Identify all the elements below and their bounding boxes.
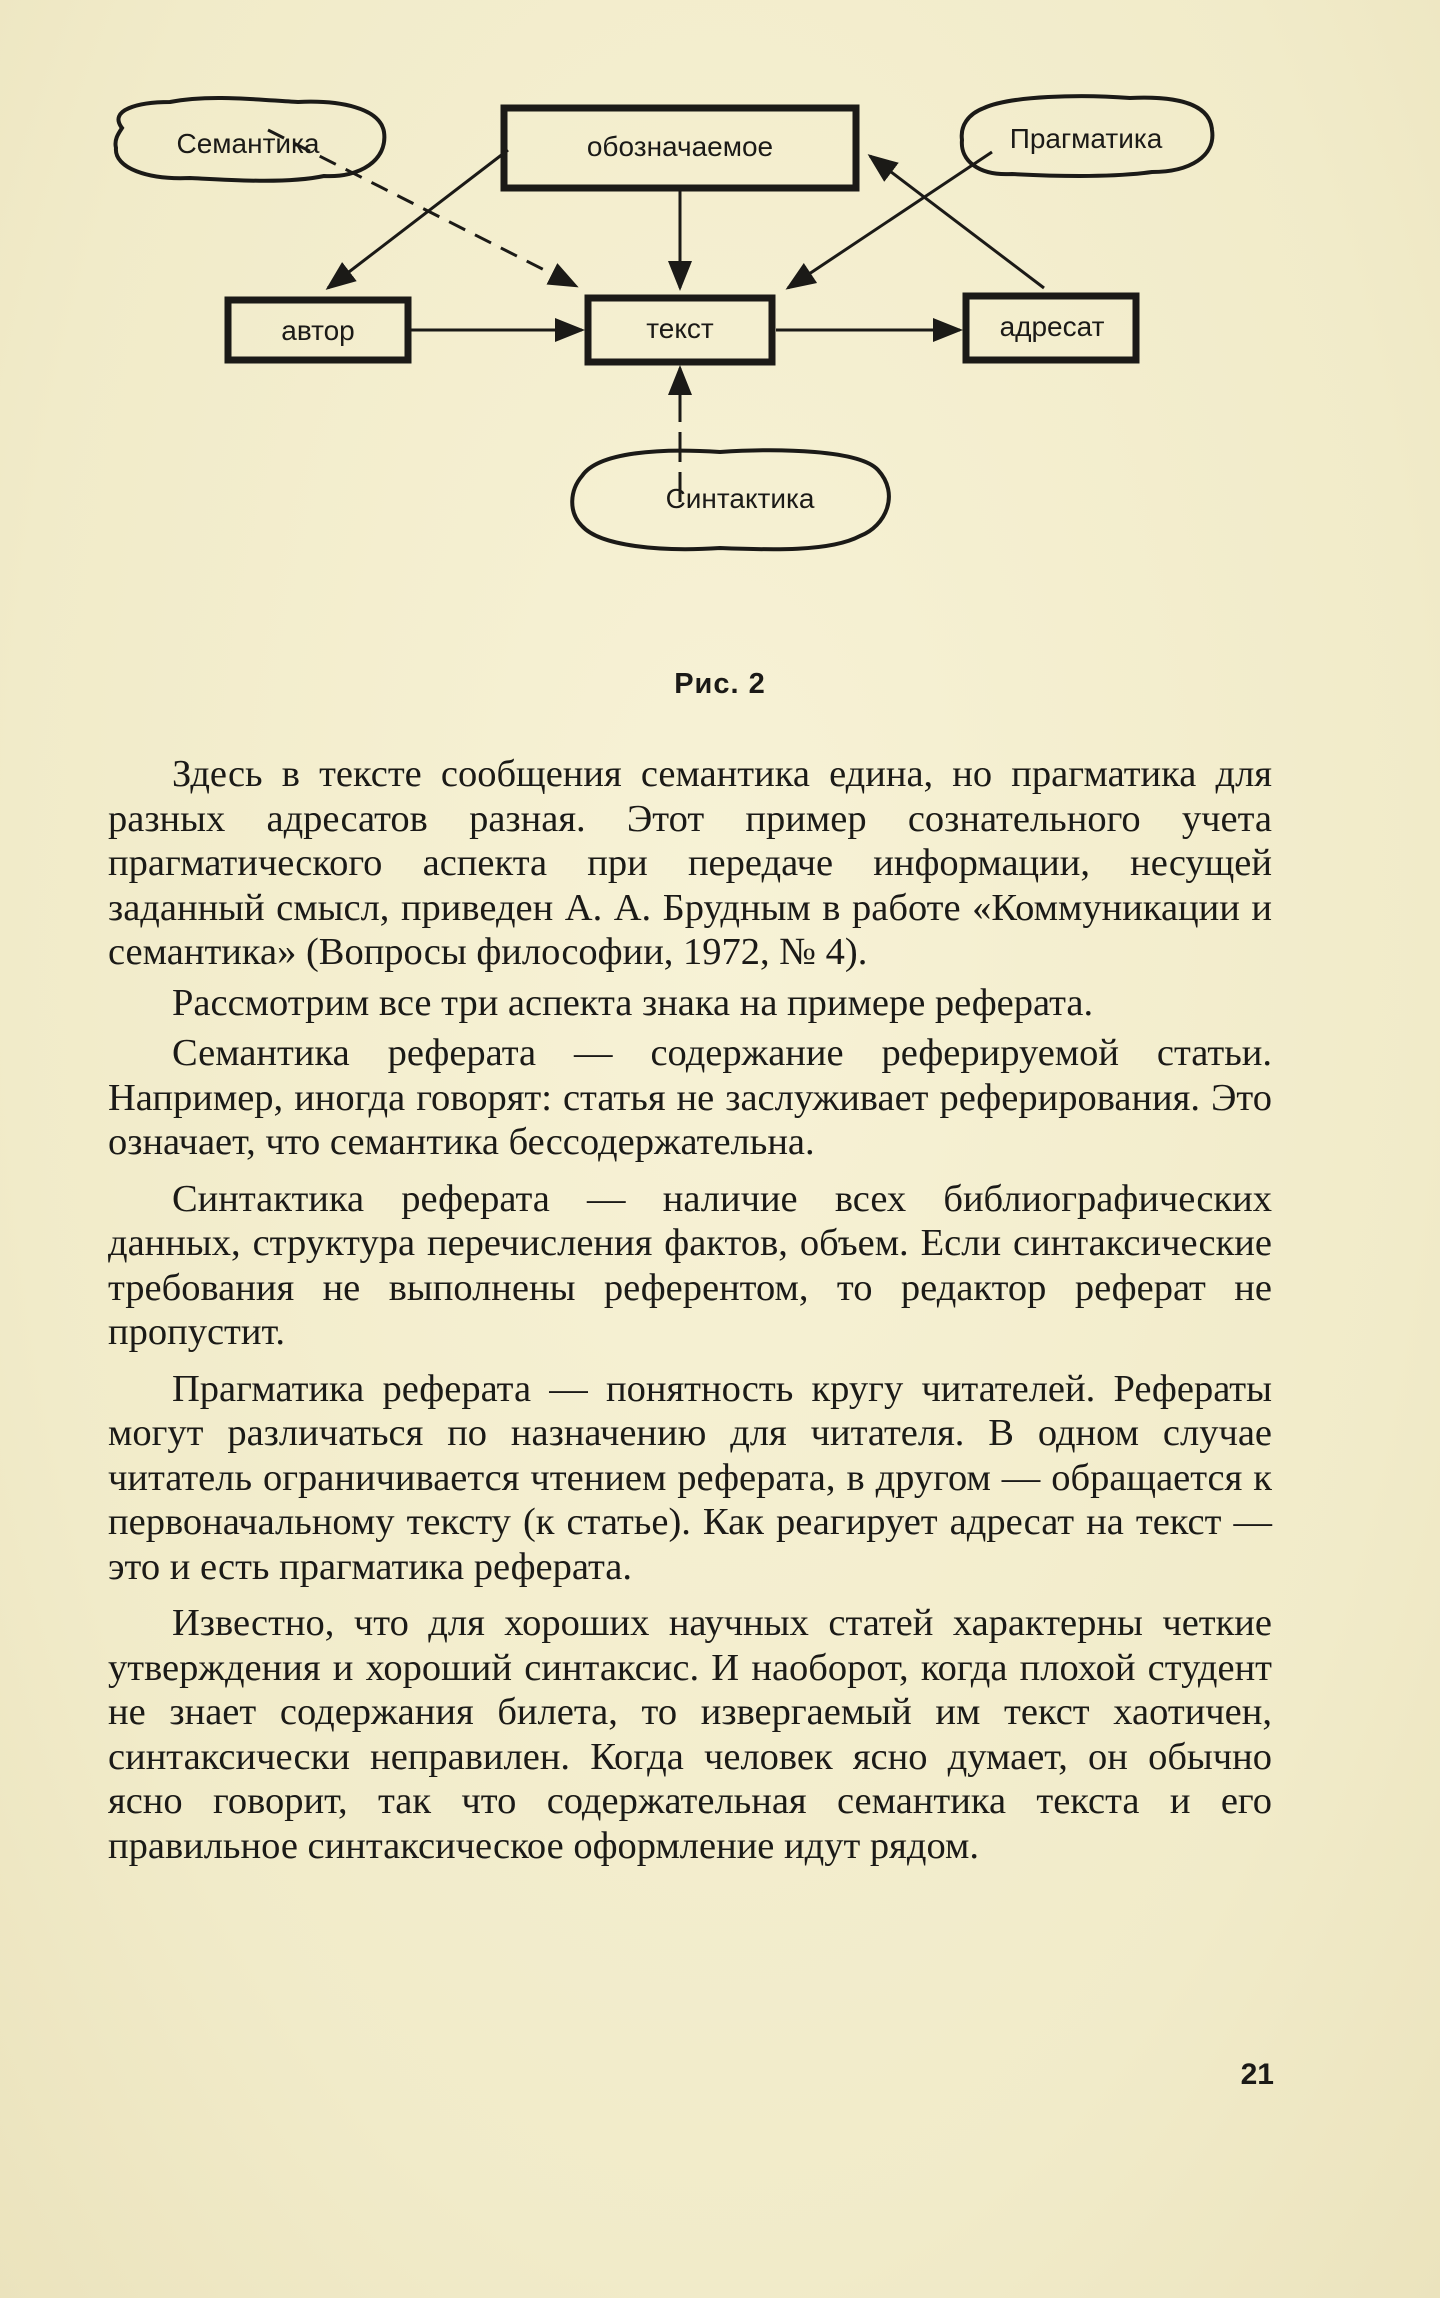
paragraph: Синтактика реферата — наличие всех библиографических данных, структура перечисления фактов, объем. Если синтаксические требования не выполнены референтом, то редактор реферат не пропустит. xyxy=(108,1177,1272,1353)
figure-caption: Рис. 2 xyxy=(674,668,766,700)
page-number: 21 xyxy=(1240,2058,1274,2091)
author-label: автор xyxy=(281,315,355,346)
body-text xyxy=(108,752,1272,1874)
syntactics-label: Синтактика xyxy=(665,483,815,514)
text-label: текст xyxy=(646,313,714,344)
paragraph: Прагматика реферата — понятность кругу читателей. Рефераты могут различаться по назначению для читателя. В одном случае читатель ограничивается чтением реферата, в другом — обращается к первоначальному тексту (к статье). Как реагирует адресат на текст — это и есть прагматика реферата. xyxy=(108,1367,1272,1588)
addressee-label: адресат xyxy=(999,311,1105,342)
paragraph: Здесь в тексте сообщения семантика едина, но прагматика для разных адресатов разная. Этот пример сознательного учета прагматического аспекта при передаче информации, несущей заданный смысл, приведен А. А. Брудным в работе «Коммуникации и семантика» (Вопросы философии, 1972, № 4). xyxy=(108,753,1272,973)
paragraph: Рассмотрим все три аспекта знака на примере реферата. xyxy=(172,981,1094,1024)
pragmatics-label: Прагматика xyxy=(1009,123,1163,154)
signified-label: обозначаемое xyxy=(586,131,774,162)
paragraph: Семантика реферата — содержание реферируемой статьи. Например, иногда говорят: статья не заслуживает реферирования. Это означает, что семантика бессодержательна. xyxy=(108,1032,1272,1163)
semantics-label: Семантика xyxy=(176,128,320,159)
paragraph: Известно, что для хороших научных статей характерны четкие утверждения и хороший синтаксис. И наоборот, когда плохой студент не знает содержания билета, то извергаемый им текст хаотичен, синтаксически неправилен. Когда человек ясно думает, он обычно ясно говорит, так что содержательная семантика текста и его правильное синтаксическое оформление идут рядом. xyxy=(108,1602,1272,1867)
semiotics-diagram xyxy=(100,90,1280,630)
